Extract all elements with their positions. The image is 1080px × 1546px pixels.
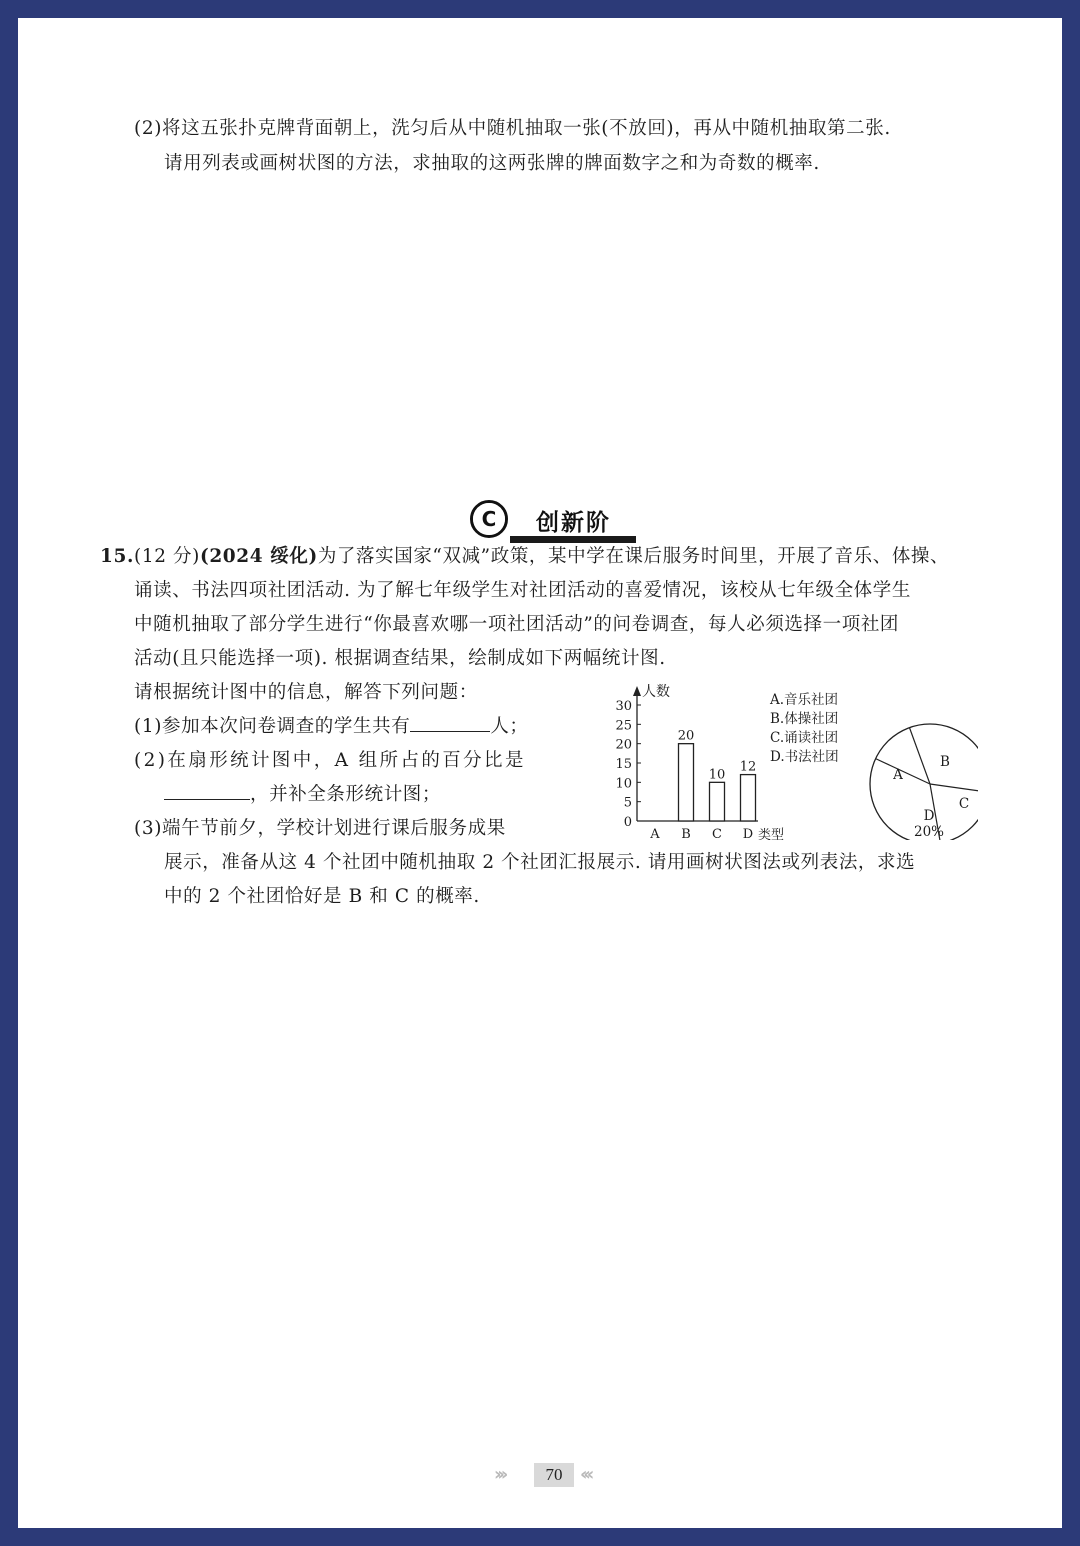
y-tick-label: 5 <box>623 795 632 811</box>
question-15-line-2: 诵读、书法四项社团活动. 为了解七年级学生对社团活动的喜爱情况，该校从七年级全体学生 <box>134 580 911 601</box>
y-axis-arrow-icon <box>633 686 641 696</box>
question-15-line-4: 活动(且只能选择一项). 根据调查结果，绘制成如下两幅统计图. <box>134 648 666 669</box>
sub-question-2-cont <box>164 780 441 806</box>
section-icon-letter: C <box>475 505 503 533</box>
double-chevron-right-icon: ››› <box>494 1464 505 1485</box>
page-footer <box>494 1463 618 1489</box>
answer-blank-2[interactable] <box>164 799 250 800</box>
section-c-icon <box>470 500 508 538</box>
pie-label-b: B <box>940 754 950 770</box>
bar-value-label: 10 <box>708 767 726 783</box>
question-score: (12 分) <box>134 546 200 567</box>
y-tick-label: 30 <box>615 699 632 714</box>
x-tick-label: D <box>742 827 754 840</box>
question-intro: 请根据统计图中的信息，解答下列问题： <box>134 682 478 703</box>
question-15-line-1 <box>100 542 949 568</box>
y-axis-label: 人数 <box>642 684 670 700</box>
legend-entry: B.体操社团 <box>770 711 839 727</box>
answer-blank-1[interactable] <box>410 731 490 732</box>
pie-label-c: C <box>958 796 970 812</box>
question-number: 15. <box>100 546 134 567</box>
y-tick-label: 10 <box>615 776 632 792</box>
legend-entry: D.书法社团 <box>770 749 839 765</box>
pie-chart <box>748 670 978 840</box>
sub-question-3-line-2: 展示，准备从这 4 个社团中随机抽取 2 个社团汇报展示. 请用画树状图法或列表法，求选 <box>164 852 916 873</box>
prev-question-line-1: (2)将这五张扑克牌背面朝上，洗匀后从中随机抽取一张(不放回)，再从中随机抽取第二张. <box>134 118 891 139</box>
sub-question-3-line-3: 中的 2 个社团恰好是 B 和 C 的概率. <box>164 886 480 907</box>
pie-label-d: D <box>923 808 935 824</box>
bar <box>710 782 725 821</box>
legend-entry: C.诵读社团 <box>770 730 839 746</box>
bar <box>679 744 694 821</box>
y-tick-label: 25 <box>615 718 632 734</box>
y-tick-label: 0 <box>623 815 632 830</box>
pie-label-a: A <box>893 767 903 783</box>
x-tick-label: A <box>650 827 660 840</box>
y-tick-label: 20 <box>615 737 632 753</box>
x-tick-label: B <box>681 827 691 840</box>
pie-annotation-d: 20% <box>913 824 945 840</box>
y-tick-label: 15 <box>615 757 632 772</box>
sub-question-1-text: (1)参加本次问卷调查的学生共有 <box>134 716 411 737</box>
sub-question-1 <box>134 712 529 738</box>
double-chevron-left-icon: ‹‹‹ <box>580 1464 591 1485</box>
question-source: (2024 绥化) <box>199 546 318 567</box>
page <box>18 18 1062 1528</box>
prev-question-line-2: 请用列表或画树状图的方法，求抽取的这两张牌的牌面数字之和为奇数的概率. <box>164 153 820 174</box>
bar-value-label: 20 <box>677 728 695 744</box>
sub-question-1-unit: 人； <box>490 716 529 737</box>
bar-value-label: 12 <box>739 759 757 775</box>
x-tick-label: C <box>712 827 722 840</box>
question-15-line-3: 中随机抽取了部分学生进行“你最喜欢哪一项社团活动”的问卷调查，每人必须选择一项社团 <box>134 614 900 635</box>
sub-question-3-line-1: (3)端午节前夕，学校计划进行课后服务成果 <box>134 818 506 839</box>
question-line-1-text: 为了落实国家“双减”政策，某中学在课后服务时间里，开展了音乐、体操、 <box>317 546 950 567</box>
x-axis-label: 类型 <box>758 828 785 840</box>
page-number: 70 <box>534 1463 574 1487</box>
sub-question-2-text: (2)在扇形统计图中，A 组所占的百分比是 <box>134 750 526 771</box>
sub-question-2-rest: ，并补全条形统计图； <box>250 784 442 805</box>
section-title: 创新阶 <box>536 510 611 536</box>
legend-entry: A.音乐社团 <box>770 692 839 708</box>
